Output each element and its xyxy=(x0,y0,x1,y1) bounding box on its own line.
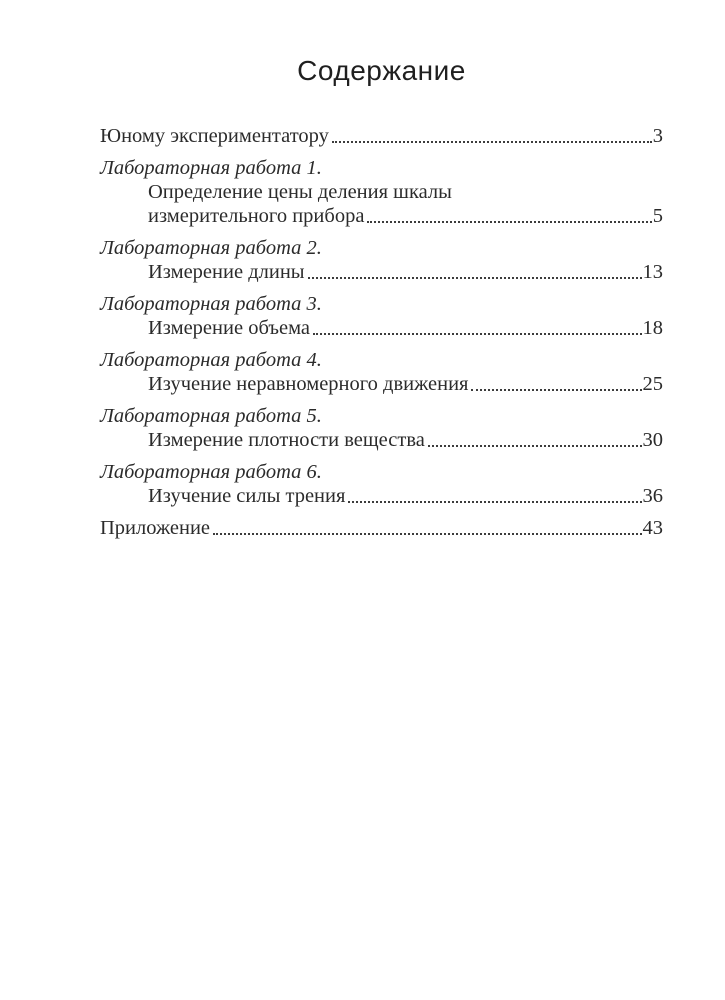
toc-entry xyxy=(100,460,663,508)
toc-entry-heading: Лабораторная работа 4. xyxy=(100,349,322,371)
dot-leader xyxy=(348,501,641,503)
toc-entry-label: Юному экспериментатору xyxy=(100,125,329,147)
toc-entry-title-line: Измерение плотности вещества xyxy=(148,429,425,451)
dot-leader xyxy=(313,333,642,335)
toc-entry xyxy=(100,404,663,452)
dot-leader xyxy=(332,141,652,143)
toc-entry xyxy=(100,292,663,340)
page-number: 30 xyxy=(642,429,663,451)
toc-entry xyxy=(100,156,663,228)
toc-entry-heading: Лабораторная работа 3. xyxy=(100,293,322,315)
toc-row xyxy=(100,204,663,228)
toc-entry-heading: Лабораторная работа 5. xyxy=(100,405,322,427)
page-number: 5 xyxy=(652,205,663,227)
toc-entry xyxy=(100,124,663,148)
toc-row xyxy=(100,372,663,396)
toc-row xyxy=(100,428,663,452)
toc-entry-title-line: Определение цены деления шкалы xyxy=(148,181,452,203)
toc-entry-heading: Лабораторная работа 1. xyxy=(100,157,322,179)
toc-row xyxy=(100,484,663,508)
toc-row xyxy=(100,260,663,284)
page-number: 13 xyxy=(642,261,663,283)
dot-leader xyxy=(367,221,651,223)
toc-entry-title-line: Изучение неравномерного движения xyxy=(148,373,469,395)
table-of-contents xyxy=(100,124,663,540)
toc-entry-label: Приложение xyxy=(100,517,211,539)
toc-entry xyxy=(100,236,663,284)
page-number: 36 xyxy=(642,485,663,507)
dot-leader xyxy=(308,277,642,279)
toc-entry-title-line: измерительного прибора xyxy=(148,205,365,227)
page-number: 25 xyxy=(642,373,663,395)
toc-entry-title-line: Изучение силы трения xyxy=(148,485,346,507)
page-number: 3 xyxy=(652,125,663,147)
page-number: 18 xyxy=(642,317,663,339)
page-number: 43 xyxy=(642,517,663,539)
content-block xyxy=(100,0,663,540)
toc-row xyxy=(100,516,663,540)
dot-leader xyxy=(213,533,641,535)
toc-entry-title-line: Измерение объема xyxy=(148,317,310,339)
dot-leader xyxy=(471,389,641,391)
toc-entry xyxy=(100,516,663,540)
toc-entry xyxy=(100,348,663,396)
toc-row xyxy=(100,316,663,340)
toc-entry-heading: Лабораторная работа 2. xyxy=(100,237,322,259)
toc-entry-heading: Лабораторная работа 6. xyxy=(100,461,322,483)
toc-entry-title-line: Измерение длины xyxy=(148,261,305,283)
dot-leader xyxy=(428,445,642,447)
toc-row xyxy=(100,124,663,148)
page-title: Содержание xyxy=(297,55,466,86)
